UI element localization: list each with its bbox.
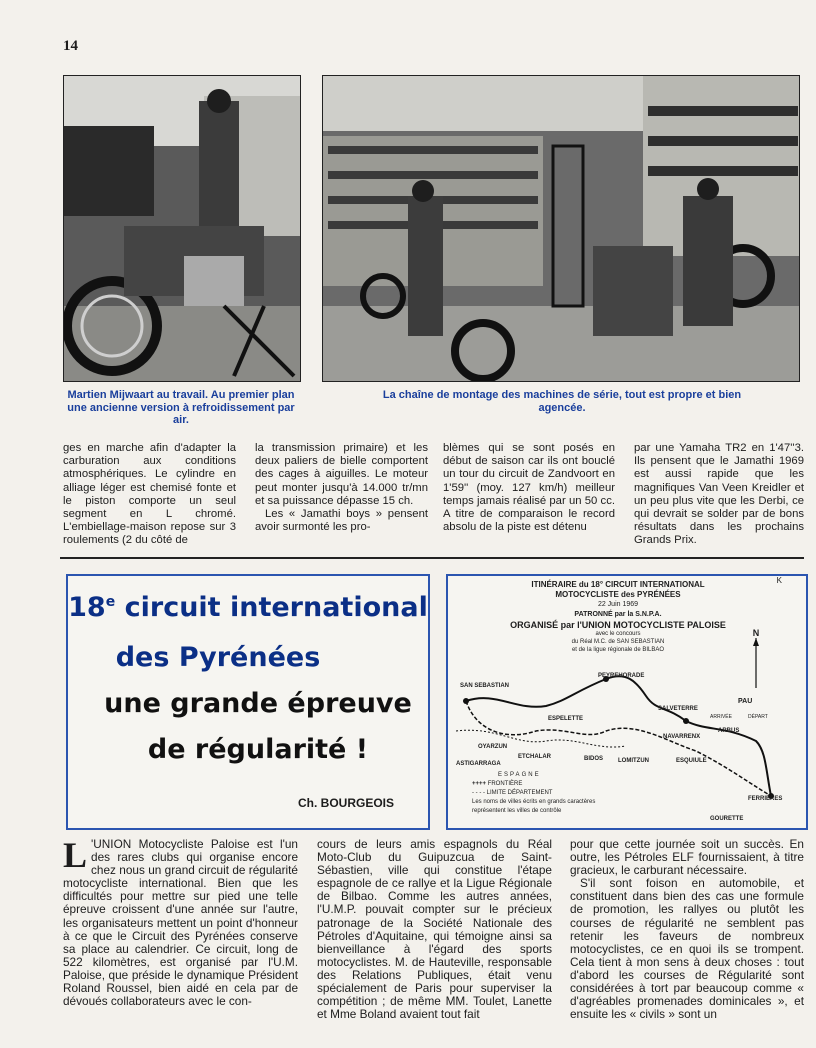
map-date: 22 Juin 1969 <box>597 601 639 608</box>
map-place-depart: DÉPART <box>748 714 768 720</box>
map-place-esquiule: ESQUIULE <box>676 758 707 764</box>
top-column-3-text: blèmes qui se sont posés en début de saison car ils ont bouclé un tour du circuit de Zandvoort en 1'59'' (moy. 127 km/h) meilleur temps jamais réalisé par un 50 cc. A titre de comparaison le record absolu de la piste est détenu <box>443 442 615 534</box>
map-title-block <box>488 580 748 654</box>
top-column-2-text-b: Les « Jamathi boys » pensent avoir surmonté les pro- <box>255 508 428 534</box>
workshop-photo-left-image <box>64 76 300 381</box>
map-legend-border: ++++ FRONTIÈRE <box>472 781 523 787</box>
map-place-bidos: BIDOS <box>584 756 604 762</box>
bottom-column-1 <box>63 835 298 1009</box>
drop-cap: L <box>63 835 88 875</box>
map-place-san-sebastian: SAN SEBASTIAN <box>460 683 510 689</box>
bottom-column-3-text-b: S'il sont foison en automobile, et constituent dans bien des cas une formule de promotion, les rallyes ou plutôt les courses de régularité ne semblent pas retenir les faveurs de nombreux motocyclistes, ce en quoi ils se trompent. Cela tient à mon sens à deux choses : tout d'abord les courses de Régularité sont considérées à tort par beaucoup comme « d'agréables promenades dominicales », et ensuite les « civils » sont un <box>570 876 804 1022</box>
map-place-salveterre: SALVETERRE <box>658 706 698 712</box>
map-legend-dept-label: LIMITE DÉPARTEMENT <box>486 790 553 796</box>
workshop-photo-right-image <box>323 76 799 381</box>
headline-title-rest: circuit international <box>115 592 428 623</box>
right-photo-caption: La chaîne de montage des machines de série, tout est propre et bien agencée. <box>382 389 742 414</box>
headline-number: 18 <box>68 592 106 623</box>
map-patron: PATRONNÉ par la S.N.P.A. <box>574 611 662 618</box>
headline-line-2: des Pyrénées <box>115 642 321 673</box>
map-place-navarrenx: NAVARRENX <box>663 734 701 740</box>
top-column-1 <box>63 442 236 548</box>
article-author: Ch. BOURGEOIS <box>298 796 395 810</box>
bottom-column-2-text: cours de leurs amis espagnols du Réal Moto-Club du Guipuzcua de Saint-Sébastien, ville qui constitue l'étape espagnole de ce rallye et la Ligue Régionale de Bilbao. Comme les autres années, l'U.M.P. pouvait compter sur le précieux patronage de la Société Nationale des Pétroles d'Aquitaine, qui témoigne ainsi sa bienveillance à l'égard des sports motocyclistes. M. de Hauteville, responsable des Relations Publiques, était venu spécialement de Paris pour superviser la compétition ; de même MM. Toulet, Lanette et Mme Boland avaient tout fait <box>317 837 552 1022</box>
section-divider <box>60 557 804 559</box>
map-place-espagne: ESPAGNE <box>498 772 541 778</box>
map-place-lomitzun: LOMITZUN <box>618 758 649 764</box>
top-column-4 <box>634 442 804 548</box>
workshop-photo-left <box>63 75 301 382</box>
headline-line-1 <box>68 592 428 623</box>
map-title-1: ITINÉRAIRE du 18° CIRCUIT INTERNATIONAL <box>531 580 705 589</box>
north-label: N <box>752 628 760 638</box>
headline-box <box>66 574 430 830</box>
bottom-column-3 <box>570 838 804 1021</box>
top-column-3 <box>443 442 615 534</box>
map-place-pau: PAU <box>738 698 753 705</box>
map-corner-mark: K <box>776 576 782 585</box>
map-legend-note-2: représentent les villes de contrôle <box>472 808 562 814</box>
map-place-astigarraga: ASTIGARRAGA <box>456 761 501 767</box>
map-place-ferrieres: FERRIERES <box>748 796 783 802</box>
map-legend <box>472 780 595 816</box>
top-column-2-text-a: la transmission primaire) et les deux paliers de bielle comportent des cages à aiguilles. Le moteur peut monter jusqu'à 14.000 tr/mn et sa puissance dépasse 15 ch. <box>255 442 428 507</box>
top-column-2 <box>255 442 428 534</box>
bottom-column-3-text-a: pour que cette journée soit un succès. En outre, les Pétroles ELF fournissaient, à titre gracieux, le carburant nécessaire. <box>570 837 804 878</box>
map-place-espelette: ESPELETTE <box>548 716 584 722</box>
top-column-4-text: par une Yamaha TR2 en 1'47''3. Ils pensent que le Jamathi 1969 est aussi rapide que les magnifiques Van Veen Kreidler et un peu plus vite que les Derbi, ce qui devrait se solder par de bons résultats dans les prochains Grands Prix. <box>634 442 804 547</box>
map-concours-1: avec le concours <box>595 631 641 637</box>
headline-superscript: e <box>105 594 116 610</box>
headline-line-3: une grande épreuve <box>104 688 412 719</box>
map-place-arrivee: ARRIVÉE <box>710 714 732 720</box>
page-number: 14 <box>63 38 78 54</box>
map-place-arbus: ARBUS <box>718 728 740 734</box>
map-organiser: ORGANISÉ par l'UNION MOTOCYCLISTE PALOISE <box>510 620 726 630</box>
left-photo-caption: Martien Mijwaart au travail. Au premier plan une ancienne version à refroidissement par air. <box>67 389 295 426</box>
bottom-column-2 <box>317 838 552 1021</box>
bottom-column-1-text: 'UNION Motocycliste Paloise est l'un des rares clubs qui organise encore chez nous un grand circuit de régularité motocycliste international. Bien que les difficultés pour mettre sur pied une telle épreuve croissent d'une année sur l'autre, les organisateurs mettent un point d'honneur à ce que le Circuit des Pyrénées conserve sa place au calendrier. Ce circuit, long de 522 kilomètres, est organisé par l'U.M. Paloise, que préside le dynamique Président Roland Roussel, bien aidé en cela par de dévoués collaborateurs avec le con- <box>63 837 298 1009</box>
map-place-etchalar: ETCHALAR <box>518 754 551 760</box>
map-place-oyarzun: OYARZUN <box>478 744 508 750</box>
map-concours-2: du Réal M.C. de SAN SEBASTIAN <box>571 639 665 645</box>
map-legend-note-1: Les noms de villes écrits en grands caractères <box>472 799 596 805</box>
map-place-peyrehorade: PEYREHORADE <box>598 673 645 679</box>
headline-line-4: de régularité ! <box>147 734 369 765</box>
map-legend-dept: - - - - LIMITE DÉPARTEMENT <box>472 790 553 796</box>
itinerary-map-box <box>446 574 808 830</box>
top-column-1-text: ges en marche afin d'adapter la carburation aux conditions atmosphériques. Le cylindre en alliage léger est chemisé fonte et le piston comporte un seul segment en L chromé. L'embiellage-maison repose sur 3 roulements (2 du côté de <box>63 442 236 547</box>
workshop-photo-right <box>322 75 800 382</box>
map-legend-border-label: FRONTIÈRE <box>487 781 523 787</box>
map-concours-3: et de la ligue régionale de BILBAO <box>571 647 665 653</box>
map-place-gourette: GOURETTE <box>710 816 744 822</box>
map-title-2: MOTOCYCLISTE des PYRÉNÉES <box>555 590 681 599</box>
